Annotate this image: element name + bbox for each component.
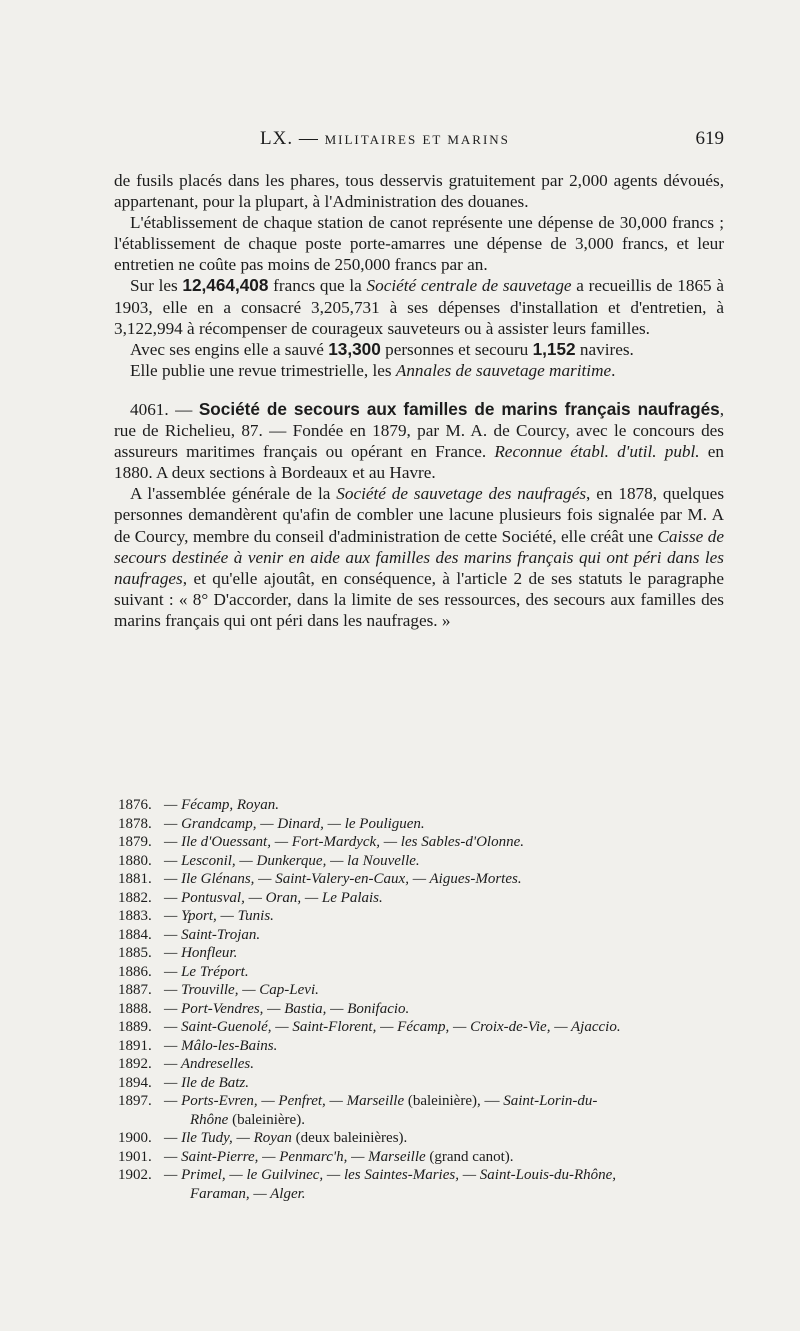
list-item: 1879. — Ile d'Ouessant, — Fort-Mardyck, — les Sables-d'Olonne. <box>118 834 524 850</box>
stations-list <box>118 796 724 1203</box>
list-item: 1888. — Port-Vendres, — Bastia, — Bonifacio. <box>118 1000 410 1017</box>
list-item: 1897. — Ports-Evren, — Penfret, — Marseille (baleinière), — Saint-Lorin-du- <box>118 1093 598 1109</box>
list-item-continuation: Rhône (baleinière). <box>190 1111 305 1128</box>
list-item: 1892. — Andreselles. <box>118 1056 254 1072</box>
list-item: 1889. — Saint-Guenolé, — Saint-Florent, — Fécamp, — Croix-de-Vie, — Ajaccio. <box>118 1019 621 1035</box>
list-item: 1887. — Trouville, — Cap-Levi. <box>118 982 319 998</box>
paragraph-revue: Elle publie une revue trimestrielle, les Annales de sauvetage maritime. <box>130 360 616 380</box>
list-item: 1881. — Ile Glénans, — Saint-Valery-en-Caux, — Aigues-Mortes. <box>118 871 522 887</box>
entry-4061: 4061. — Société de secours aux familles de marins français naufragés, rue de Richelieu, 87. — Fondée en 1879, par M. A. de Courcy, avec le concours des assureurs maritimes français ou opérant en France. Reconnue établ. d'util. publ. en 1880. A deux sections à Bordeaux et au Havre. <box>114 398 725 483</box>
list-item: 1900. — Ile Tudy, — Royan (deux baleinières). <box>118 1130 408 1146</box>
persons-saved: 13,300 <box>328 338 381 359</box>
entry-4061-title: Société de secours aux familles de marins français naufragés <box>198 398 720 419</box>
list-item: 1901. — Saint-Pierre, — Penmarc'h, — Marseille (grand canot). <box>118 1148 514 1165</box>
chapter-title: LX. — MILITAIRES ET MARINS <box>260 128 510 149</box>
list-item-continuation: Faraman, — Alger. <box>190 1185 306 1202</box>
body-text <box>114 170 724 631</box>
paragraph-societe-centrale: Sur les 12,464,408 francs que la Société centrale de sauvetage a recueillis de 1865 à 1903, elle en a consacré 3,205,731 à ses dépenses d'installation et d'entretien, à 3,122,994 à récompenser de courageux sauveteurs ou à assister leurs familles. <box>114 275 724 338</box>
paragraph-phares: de fusils placés dans les phares, tous desservis gratuitement par 2,000 agents dévoués, appartenant, pour la plupart, à l'Administration des douanes. <box>114 171 724 212</box>
list-item: 1894. — Ile de Batz. <box>118 1074 249 1091</box>
amount-total: 12,464,408 <box>182 275 269 296</box>
paragraph-etablissement: L'établissement de chaque station de canot représente une dépense de 30,000 francs ; l'établissement de chaque poste porte-amarres une dépense de 3,000 francs, et leur entretien ne coûte pas moins de 250,000 francs par an. <box>114 213 724 275</box>
list-item: 1884. — Saint-Trojan. <box>118 926 261 943</box>
list-item: 1883. — Yport, — Tunis. <box>118 908 274 924</box>
list-item: 1886. — Le Tréport. <box>118 963 249 980</box>
list-item: 1878. — Grandcamp, — Dinard, — le Pouliguen. <box>118 815 425 832</box>
list-item: 1882. — Pontusval, — Oran, — Le Palais. <box>118 889 383 906</box>
ships-rescued: 1,152 <box>532 338 576 359</box>
paragraph-sauvetage: Avec ses engins elle a sauvé 13,300 personnes et secouru 1,152 navires. <box>130 338 634 359</box>
running-header <box>114 128 724 158</box>
list-item: 1876. — Fécamp, Royan. <box>118 797 279 813</box>
paragraph-assemblee: A l'assemblée générale de la Société de sauvetage des naufragés, en 1878, quelques personnes demandèrent qu'afin de combler une lacune plusieurs fois signalée par M. A de Courcy, membre du conseil d'administration de cette Société, elle créât une Caisse de secours destinée à venir en aide aux familles des marins français qui ont péri dans les naufrages, et qu'elle ajoutât, en conséquence, à l'article 2 de ses statuts le paragraphe suivant : « 8° D'accorder, dans la limite de ses ressources, des secours aux familles des marins français qui ont péri dans les naufrages. » <box>114 484 725 630</box>
list-item: 1902. — Primel, — le Guilvinec, — les Saintes-Maries, — Saint-Louis-du-Rhône, <box>118 1167 617 1183</box>
list-item: 1891. — Mâlo-les-Bains. <box>118 1037 278 1054</box>
list-item: 1885. — Honfleur. <box>118 945 238 961</box>
list-item: 1880. — Lesconil, — Dunkerque, — la Nouvelle. <box>118 852 420 869</box>
page-number: 619 <box>695 128 724 149</box>
